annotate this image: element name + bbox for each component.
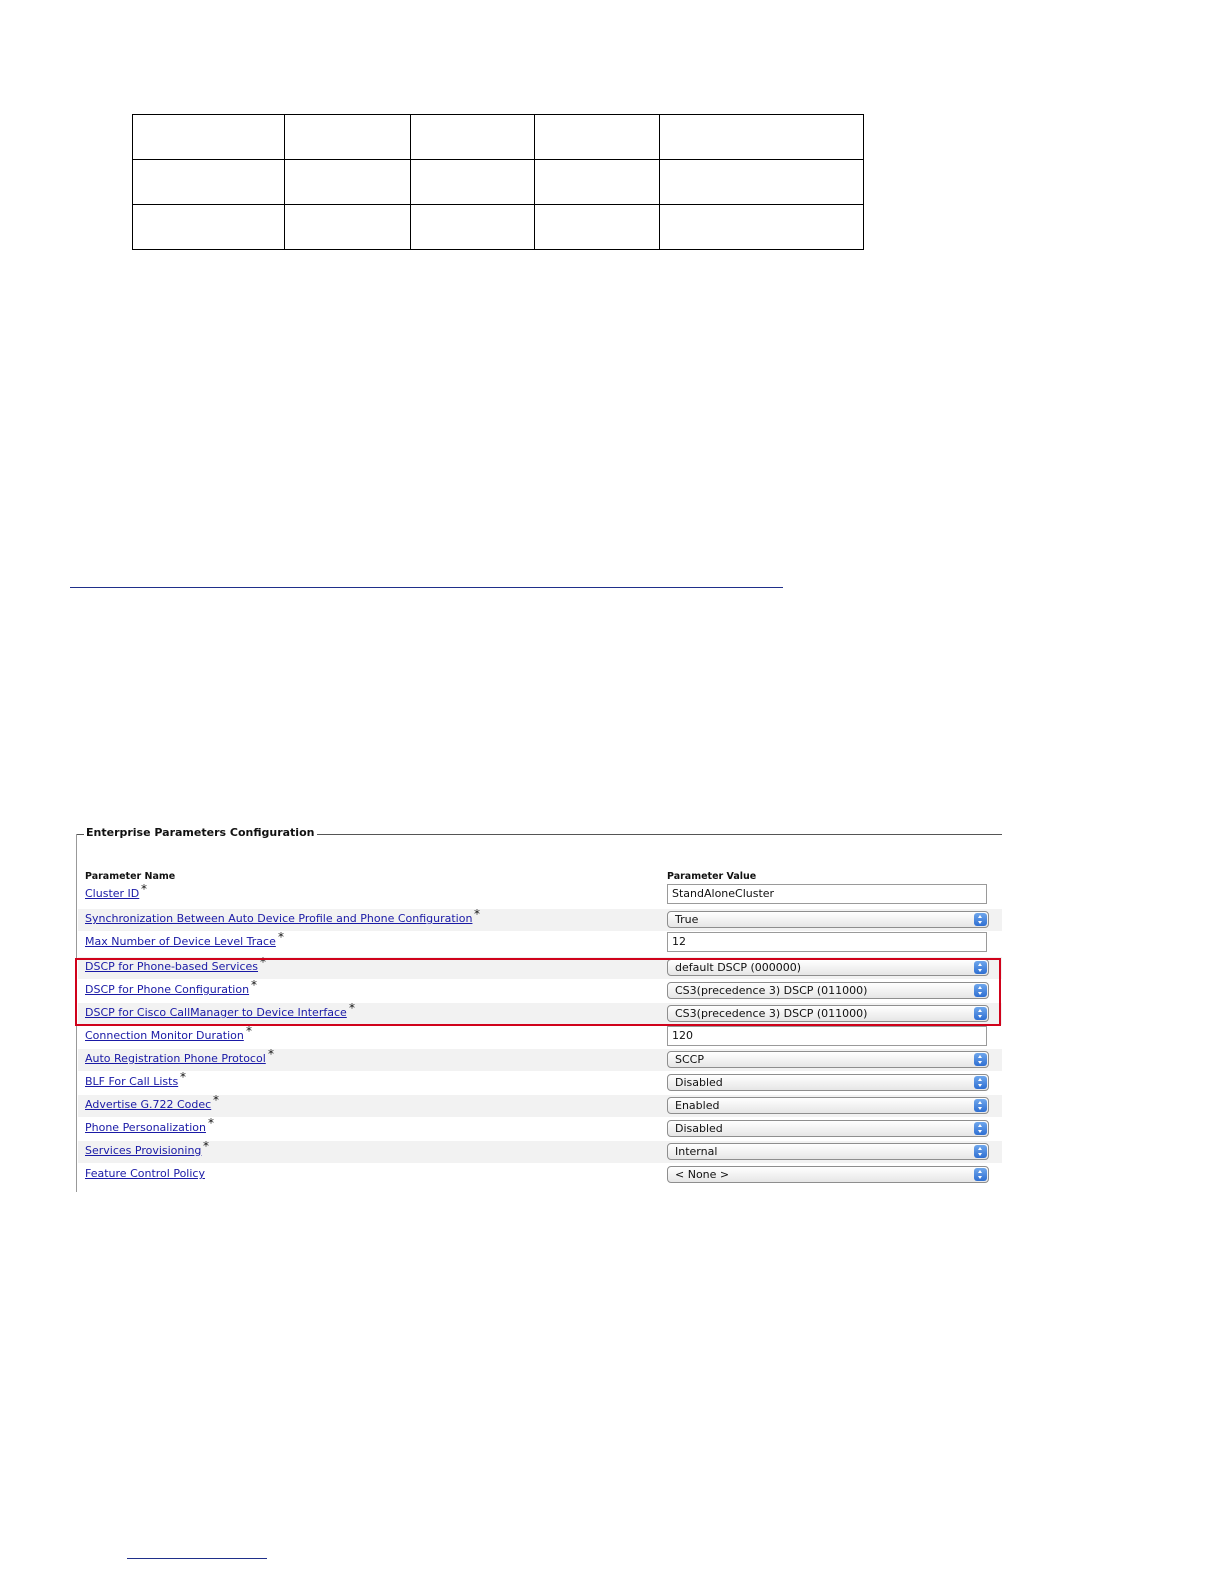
required-asterisk: * [278, 930, 284, 944]
param-value-select[interactable] [667, 1051, 989, 1068]
param-link-dscp-for-phone-configuration[interactable]: DSCP for Phone Configuration [85, 983, 250, 996]
select-value: CS3(precedence 3) DSCP (011000) [675, 984, 868, 997]
required-asterisk: * [246, 1024, 252, 1038]
required-asterisk: * [268, 1047, 274, 1061]
select-value: Disabled [675, 1076, 723, 1089]
param-value-select[interactable] [667, 982, 989, 999]
table-cell [535, 160, 660, 205]
required-asterisk: * [251, 978, 257, 992]
table-row [133, 205, 864, 250]
table-cell [535, 115, 660, 160]
required-asterisk: * [213, 1093, 219, 1107]
param-value-input[interactable]: 120 [667, 1026, 987, 1046]
parameter-row [78, 1003, 1002, 1025]
parameter-row [78, 909, 1002, 931]
parameter-row [78, 932, 1002, 954]
required-asterisk: * [260, 955, 266, 969]
table-row [133, 160, 864, 205]
required-asterisk: * [141, 882, 147, 896]
parameter-row [78, 1026, 1002, 1048]
param-link-services-provisioning[interactable]: Services Provisioning [85, 1144, 202, 1157]
select-value: default DSCP (000000) [675, 961, 802, 974]
parameter-row [78, 1141, 1002, 1163]
column-header-parameter-name: Parameter Name [85, 871, 176, 882]
select-arrows-icon [974, 1122, 987, 1135]
param-link-cluster-id[interactable]: Cluster ID [85, 887, 140, 900]
table-cell [411, 160, 535, 205]
table-row [133, 115, 864, 160]
table-cell [411, 205, 535, 250]
table-cell [660, 160, 864, 205]
param-link-phone-personalization[interactable]: Phone Personalization [85, 1121, 206, 1134]
select-arrows-icon [974, 1076, 987, 1089]
parameter-row [78, 1049, 1002, 1071]
select-value: Internal [675, 1145, 718, 1158]
table-cell [133, 115, 285, 160]
footer-link-underline-rule [127, 1558, 267, 1559]
select-arrows-icon [974, 1053, 987, 1066]
parameter-row [78, 1095, 1002, 1117]
table-cell [285, 160, 411, 205]
param-value-select[interactable] [667, 911, 989, 928]
table-cell [133, 160, 285, 205]
param-link-connection-monitor-duration[interactable]: Connection Monitor Duration [85, 1029, 244, 1042]
table-cell [660, 205, 864, 250]
required-asterisk: * [208, 1116, 214, 1130]
link-underline-rule [70, 587, 783, 588]
param-value-select[interactable] [667, 1120, 989, 1137]
table-cell [535, 205, 660, 250]
empty-grid-table [132, 114, 864, 250]
table-cell [660, 115, 864, 160]
select-value: < None > [675, 1168, 730, 1181]
select-arrows-icon [974, 1168, 987, 1181]
parameter-row [78, 1072, 1002, 1094]
param-link-max-number-of-device-level-trace[interactable]: Max Number of Device Level Trace [85, 935, 276, 948]
select-value: Disabled [675, 1122, 723, 1135]
column-header-parameter-value: Parameter Value [667, 871, 757, 882]
required-asterisk: * [349, 1001, 355, 1015]
select-value: CS3(precedence 3) DSCP (011000) [675, 1007, 868, 1020]
table-cell [285, 115, 411, 160]
parameter-row [78, 980, 1002, 1002]
select-arrows-icon [974, 1099, 987, 1112]
param-value-select[interactable] [667, 1074, 989, 1091]
table-cell [411, 115, 535, 160]
parameter-row [78, 1164, 1002, 1186]
select-arrows-icon [974, 984, 987, 997]
param-link-feature-control-policy[interactable]: Feature Control Policy [85, 1167, 205, 1180]
select-arrows-icon [974, 961, 987, 974]
panel-title: Enterprise Parameters Configuration [84, 826, 317, 839]
param-link-synchronization-between-auto-device-profile-and-phone-configuration[interactable]: Synchronization Between Auto Device Profile and Phone Configuration [85, 912, 473, 925]
param-link-dscp-for-cisco-callmanager-to-device-interface[interactable]: DSCP for Cisco CallManager to Device Interface [85, 1006, 347, 1019]
table-cell [285, 205, 411, 250]
required-asterisk: * [203, 1139, 209, 1153]
param-value-select[interactable] [667, 1005, 989, 1022]
param-value-select[interactable] [667, 959, 989, 976]
param-value-select[interactable] [667, 1143, 989, 1160]
select-value: True [675, 913, 699, 926]
param-value-select[interactable] [667, 1097, 989, 1114]
param-value-input[interactable]: 12 [667, 932, 987, 952]
parameter-row [78, 957, 1002, 979]
select-arrows-icon [974, 913, 987, 926]
param-value-select[interactable] [667, 1166, 989, 1183]
parameter-row [78, 884, 1002, 906]
table-cell [133, 205, 285, 250]
param-link-dscp-for-phone-based-services[interactable]: DSCP for Phone-based Services [85, 960, 259, 973]
panel-border [76, 834, 77, 1192]
required-asterisk: * [474, 907, 480, 921]
param-link-auto-registration-phone-protocol[interactable]: Auto Registration Phone Protocol [85, 1052, 266, 1065]
enterprise-parameters-panel [76, 826, 1002, 1192]
required-asterisk: * [180, 1070, 186, 1084]
select-arrows-icon [974, 1145, 987, 1158]
param-link-advertise-g-722-codec[interactable]: Advertise G.722 Codec [85, 1098, 212, 1111]
select-arrows-icon [974, 1007, 987, 1020]
param-link-blf-for-call-lists[interactable]: BLF For Call Lists [85, 1075, 179, 1088]
param-value-input[interactable]: StandAloneCluster [667, 884, 987, 904]
parameter-row [78, 1118, 1002, 1140]
select-value: SCCP [675, 1053, 704, 1066]
select-value: Enabled [675, 1099, 720, 1112]
